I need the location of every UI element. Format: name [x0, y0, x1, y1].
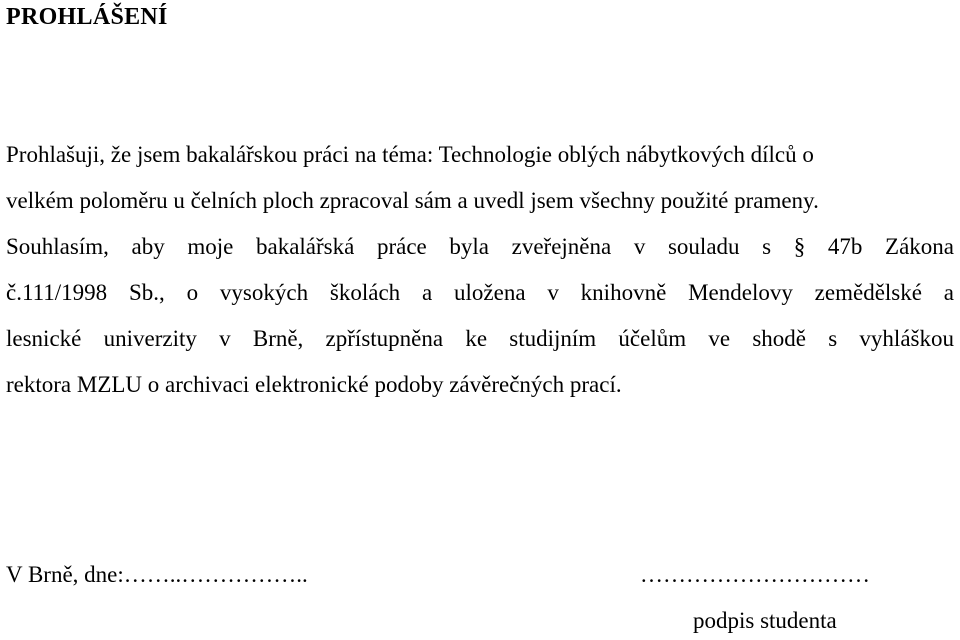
- place-date: V Brně, dne:……..……………..: [6, 562, 308, 587]
- signature-label: podpis studenta: [693, 608, 837, 633]
- paragraph-line: č.111/1998 Sb., o vysokých školách a uložena v knihovně Mendelovy zemědělské a: [6, 280, 954, 305]
- paragraph-line: Souhlasím, aby moje bakalářská práce byla zveřejněna v souladu s § 47b Zákona: [6, 234, 954, 259]
- document-title: PROHLÁŠENÍ: [6, 4, 168, 30]
- paragraph-line: rektora MZLU o archivaci elektronické podoby závěrečných prací.: [6, 372, 622, 397]
- paragraph-line: Prohlašuji, že jsem bakalářskou práci na téma: Technologie oblých nábytkových dílců o: [6, 142, 814, 167]
- declaration-paragraph: [6, 132, 954, 408]
- paragraph-line: lesnické univerzity v Brně, zpřístupněna ke studijním účelům ve shodě s vyhláškou: [6, 326, 954, 351]
- paragraph-line: velkém poloměru u čelních ploch zpracoval sám a uvedl jsem všechny použité prameny.: [6, 188, 819, 213]
- signature-line: …………………………: [640, 562, 870, 587]
